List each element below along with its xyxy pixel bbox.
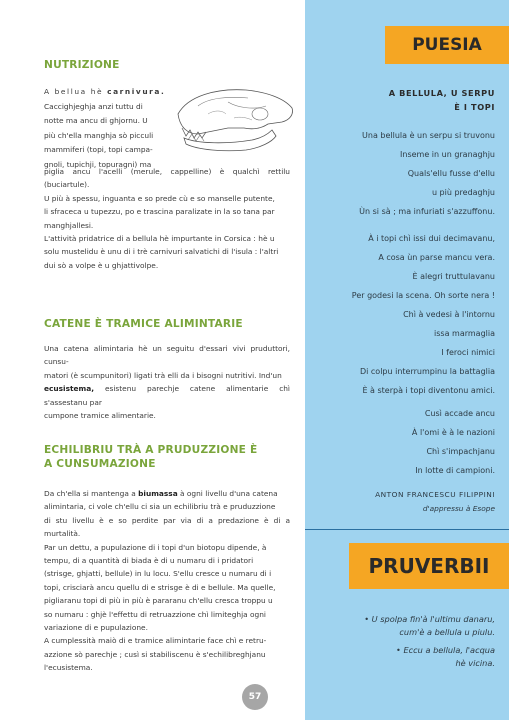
text-line: U più à spessu, inguanta e so prede cù e so manselle putente, xyxy=(44,193,275,203)
text-line: variazione di e pupulazione. xyxy=(44,623,148,633)
heading-line: A CUNSUMAZIONE xyxy=(44,458,156,470)
proverb-line: hè vicina. xyxy=(455,658,495,668)
text-line: (strisge, ghjatti, bellule) in lu locu. S'ellu cresce u numaru di i xyxy=(44,569,272,579)
poem-line: Cusì accade ancu xyxy=(424,409,495,418)
nutrizione-body xyxy=(44,165,290,272)
poem-line: È à sterpà i topi diventonu amici. xyxy=(362,386,495,395)
poem-line: Quals'ellu fusse d'ellu xyxy=(407,169,495,178)
pruverbii-banner: PRUVERBII xyxy=(349,543,509,589)
poem-line: Per godesi la scena. Oh sorte nera ! xyxy=(351,291,495,300)
poem-line: issa marmaglia xyxy=(434,329,495,338)
poem-line: I feroci nimici xyxy=(441,348,495,357)
section-heading-catene: CATENE È TRAMICE ALIMINTARIE xyxy=(44,318,243,330)
poem-line: Ùn si sà ; ma infuriati s'azzuffonu. xyxy=(359,207,495,216)
title-line: A BELLULA, U SERPU xyxy=(388,88,495,98)
text-line: pigliaranu topi di più in più è pararanu ch'ellu cresca troppu u xyxy=(44,596,273,606)
text-line: Una catena alimintaria hè un seguitu d'essari vivi pruduttori, cunsu- xyxy=(44,344,290,367)
sidebar-divider xyxy=(305,529,509,530)
poem-title xyxy=(389,86,495,114)
poem-line: À l'omi è à le nazioni xyxy=(411,428,495,437)
page-number: 57 xyxy=(242,684,268,710)
poem-line: A cosa ùn parse mancu vera. xyxy=(378,253,495,262)
section-heading-nutrizione: NUTRIZIONE xyxy=(44,59,120,71)
text-line: gnoli, tupichji, topuragni) ma xyxy=(44,159,152,169)
poem-line: In lotte di campioni. xyxy=(415,466,495,475)
echilibriu-body xyxy=(44,487,290,675)
nutrizione-intro xyxy=(44,85,166,173)
poem-line: Chì à vedesi à l'intornu xyxy=(403,310,495,319)
text-line: so numaru : ghjè l'effettu di retruazzione chì limiteghja ogni xyxy=(44,609,266,619)
weasel-skull-illustration xyxy=(168,84,298,162)
text-line: mammiferi (topi, topi campa- xyxy=(44,145,153,155)
text-line: l'ecusistema. xyxy=(44,663,93,673)
poem-source: d'appressu à Esope xyxy=(422,504,495,513)
text-line: di stu livellu è e so perdite par via di a predazione è di a murtalità. xyxy=(44,515,290,539)
poem-line: Di colpu interrumpinu la battaglia xyxy=(359,367,495,376)
catene-body xyxy=(44,342,290,422)
text-line: più ch'ella manghja sò picculi xyxy=(44,130,154,140)
text-line: azzione sò parechje ; cusì si stabiliscenu è s'echilibreghjanu xyxy=(44,649,266,659)
proverb-line: cum'è a bellula u piulu. xyxy=(399,627,495,637)
text-line: ecusistema, esistenu parechje catene alimentarie chì s'assestanu par xyxy=(44,384,290,407)
text-line: li sfraceca u tupezzu, po e trascina paralizate in la so tana par xyxy=(44,207,275,217)
text-line: Da ch'ella si mantenga a biumassa à ogni livellu d'una catena xyxy=(44,489,278,498)
proverb-line: • Eccu a bellula, l'acqua xyxy=(396,645,495,655)
poem-line: Chì s'impachjanu xyxy=(426,447,495,456)
heading-line: ECHILIBRIU TRÀ A PRUDUZZIONE È xyxy=(44,444,258,456)
text-line: notte ma ancu di ghjornu. U xyxy=(44,116,148,126)
proverb-line: • U spolpa fin'à l'ultimu danaru, xyxy=(364,614,495,624)
poem-line: À i topi chì issi dui decimavanu, xyxy=(368,234,495,243)
section-heading-echilibriu xyxy=(44,443,257,471)
text-line: cumpone tramice alimentarie. xyxy=(44,411,156,421)
poem-line: È alegri truttulavanu xyxy=(412,272,495,281)
text-line: alimintaria, ci vole ch'ellu ci sia un echilibriu trà e pruduzzione xyxy=(44,502,276,512)
text-line: topi, crisciarà ancu quellu di e strisge è di e bellule. Ma quelle, xyxy=(44,582,276,592)
text-line: L'attività pridatrice di a bellula hè impurtante in Corsica : hè u xyxy=(44,234,275,244)
text-line: piglia ancu l'acelli (merule, cappelline) è qualchì rettilu (buciartule). xyxy=(44,167,290,190)
bold-term: biumassa xyxy=(138,489,178,498)
bold-term: ecusistema, xyxy=(44,384,95,394)
text-line: A bellua hè carnivura. xyxy=(44,87,166,96)
poem-line: u più predaghju xyxy=(431,188,495,197)
text-line: tempu, di a quantità di biada è di u numaru di i pridatori xyxy=(44,556,254,566)
text-line: manghjallesi. xyxy=(44,220,94,230)
text-line: Par un dettu, a pupulazione di i topi d'un biotopu dipende, à xyxy=(44,542,267,552)
text-line: dui sò a volpe è u ghjattivolpe. xyxy=(44,260,159,270)
text-line: A cumplessità maiò di e tramice alimintarie face chì e retru- xyxy=(44,636,267,646)
text-line: solu mustelidu è unu di i trè carnivuri salvatichi di l'isula : l'altri xyxy=(44,247,279,257)
puesia-banner: PUESIA xyxy=(385,26,509,64)
poem-line: Una bellula è un serpu si truvonu xyxy=(362,131,495,140)
poem-author: ANTON FRANCESCU FILIPPINI xyxy=(375,490,495,499)
text-line: Caccighjeghja anzi tuttu di xyxy=(44,101,143,111)
poem-line: Inseme in un granaghju xyxy=(400,150,495,159)
title-line: È I TOPI xyxy=(454,102,495,112)
text-line: matori (è scumpunitori) ligati trà elli da i bisogni nutritivi. Ind'un xyxy=(44,370,282,380)
bold-term: carnivura. xyxy=(107,87,166,96)
